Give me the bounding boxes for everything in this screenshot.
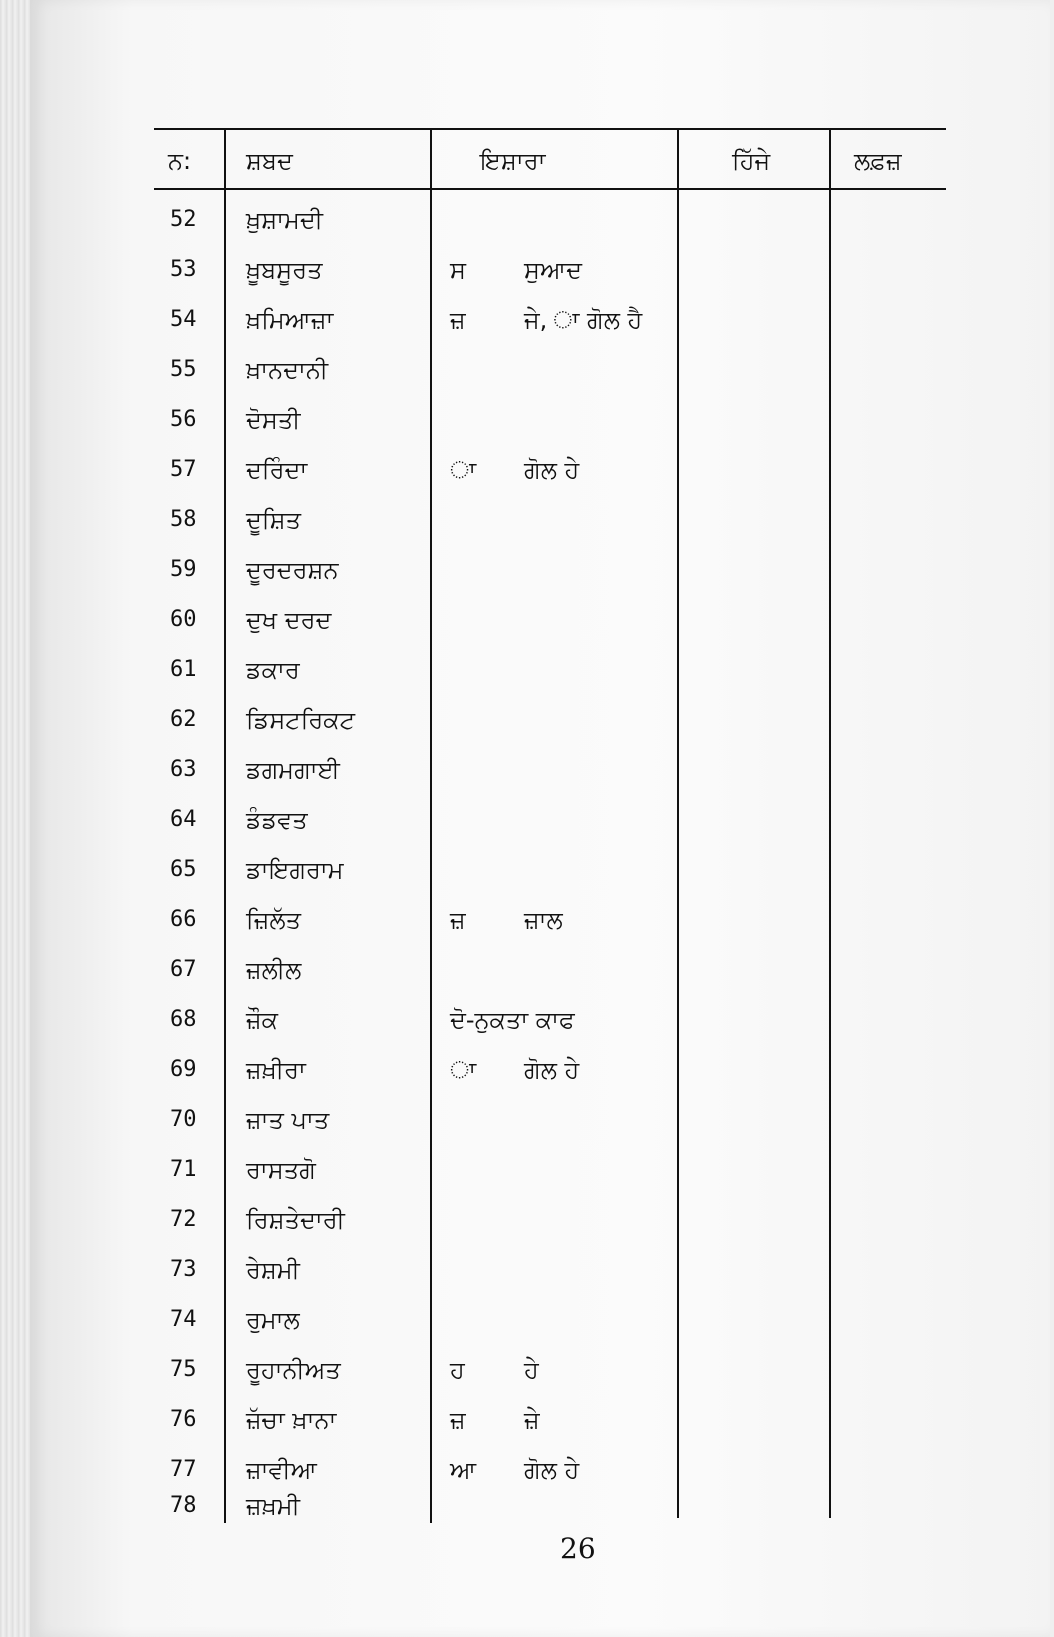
row-number: 59 xyxy=(170,557,197,582)
table-row xyxy=(154,604,946,654)
row-word: ਡਗਮਗਾਈ xyxy=(246,756,340,784)
row-number: 73 xyxy=(170,1257,197,1282)
row-sign-note: ਗੋਲ ਹੇ xyxy=(524,1056,580,1084)
row-number: 72 xyxy=(170,1207,197,1232)
row-sign-letter: ਸ xyxy=(450,256,466,284)
row-word: ਰੇਸ਼ਮੀ xyxy=(246,1256,300,1284)
table-row xyxy=(154,804,946,854)
table-row xyxy=(154,304,946,354)
table-row xyxy=(154,904,946,954)
header-lafz: ਲਫ਼ਜ਼ xyxy=(854,147,902,175)
row-word: ਰਿਸ਼ਤੇਦਾਰੀ xyxy=(246,1206,345,1234)
table-row xyxy=(154,1054,946,1104)
row-number: 70 xyxy=(170,1107,197,1132)
row-word: ਜ਼ਲੀਲ xyxy=(246,956,302,984)
row-word: ਦੂਰਦਰਸ਼ਨ xyxy=(246,556,339,584)
row-word: ਦੂਸ਼ਿਤ xyxy=(246,506,301,534)
table-row xyxy=(154,1204,946,1254)
row-word: ਜ਼ਾਵੀਆ xyxy=(246,1456,317,1484)
table-row xyxy=(154,1404,946,1454)
row-number: 56 xyxy=(170,407,197,432)
table-row xyxy=(154,854,946,904)
row-word: ਰੂਹਾਨੀਅਤ xyxy=(246,1356,341,1384)
table-row xyxy=(154,1254,946,1304)
table-row xyxy=(154,454,946,504)
table-row xyxy=(154,404,946,454)
vocabulary-table xyxy=(154,128,946,1523)
table-row xyxy=(154,1104,946,1154)
row-sign-note: ਸੁਆਦ xyxy=(524,256,582,284)
row-word: ਜ਼ਾਤ ਪਾਤ xyxy=(246,1106,330,1134)
row-word: ਜ਼ੌਕ xyxy=(246,1006,279,1034)
row-sign-letter: ਾ xyxy=(450,1056,477,1084)
row-sign-letter: ਾ xyxy=(450,456,477,484)
row-word: ਦੋਸਤੀ xyxy=(246,406,301,434)
row-number: 77 xyxy=(170,1457,197,1482)
row-number: 61 xyxy=(170,657,197,682)
row-sign-note: ਜੇ, ਾ ਗੋਲ ਹੈ xyxy=(524,306,643,334)
table-row xyxy=(154,1004,946,1054)
table-row xyxy=(154,954,946,1004)
row-word: ਦਰਿੰਦਾ xyxy=(246,456,308,484)
row-number: 78 xyxy=(170,1493,197,1518)
row-number: 76 xyxy=(170,1407,197,1432)
row-word: ਜ਼ਖ਼ੀਰਾ xyxy=(246,1056,306,1084)
table-row xyxy=(154,754,946,804)
row-word: ਖ਼ੁਸ਼ਾਮਦੀ xyxy=(246,206,324,234)
table-row xyxy=(154,1490,946,1540)
row-sign-letter: ਜ਼ xyxy=(450,306,466,334)
row-sign-note: ਗੋਲ ਹੇ xyxy=(524,456,580,484)
row-number: 74 xyxy=(170,1307,197,1332)
table-row xyxy=(154,1354,946,1404)
row-word: ਰੁਮਾਲ xyxy=(246,1306,300,1334)
row-sign-letter: ਆ xyxy=(450,1456,477,1484)
table-row xyxy=(154,354,946,404)
row-word: ਜ਼ੱਚਾ ਖ਼ਾਨਾ xyxy=(246,1406,337,1434)
row-number: 62 xyxy=(170,707,197,732)
row-number: 54 xyxy=(170,307,197,332)
row-number: 57 xyxy=(170,457,197,482)
row-word: ਖ਼ਮਿਆਜ਼ਾ xyxy=(246,306,334,334)
row-word: ਡਕਾਰ xyxy=(246,656,300,684)
header-sign: ਇਸ਼ਾਰਾ xyxy=(480,147,546,175)
row-number: 71 xyxy=(170,1157,197,1182)
row-sign-note: ਹੇ xyxy=(524,1356,539,1384)
row-number: 69 xyxy=(170,1057,197,1082)
page-number: 26 xyxy=(560,1532,596,1565)
row-sign-letter: ਹ xyxy=(450,1356,465,1384)
row-number: 55 xyxy=(170,357,197,382)
row-number: 68 xyxy=(170,1007,197,1032)
row-sign-note: ਜ਼ਾਲ xyxy=(524,906,563,934)
row-number: 64 xyxy=(170,807,197,832)
row-word: ਜ਼ਖ਼ਮੀ xyxy=(246,1492,300,1520)
table-row xyxy=(154,554,946,604)
table-row xyxy=(154,654,946,704)
table-row xyxy=(154,1304,946,1354)
table-row xyxy=(154,204,946,254)
row-number: 52 xyxy=(170,207,197,232)
row-word: ਰਾਸਤਗੋ xyxy=(246,1156,316,1184)
row-sign-note: ਜ਼ੇ xyxy=(524,1406,540,1434)
row-number: 63 xyxy=(170,757,197,782)
row-word: ਡਾਇਗਰਾਮ xyxy=(246,856,344,884)
table-top-rule xyxy=(154,128,946,130)
row-word: ਦੁਖ ਦਰਦ xyxy=(246,606,332,634)
header-number: ਨ: xyxy=(168,147,192,175)
row-word: ਖ਼ੂਬਸੂਰਤ xyxy=(246,256,323,284)
row-word: ਖ਼ਾਨਦਾਨੀ xyxy=(246,356,329,384)
row-sign-note: ਗੋਲ ਹੇ xyxy=(524,1456,580,1484)
table-header-rule xyxy=(154,188,946,190)
row-word: ਡੰਡਵਤ xyxy=(246,806,308,834)
row-number: 53 xyxy=(170,257,197,282)
row-number: 60 xyxy=(170,607,197,632)
row-number: 75 xyxy=(170,1357,197,1382)
row-sign-letter: ਜ਼ xyxy=(450,1406,466,1434)
header-word: ਸ਼ਬਦ xyxy=(246,147,293,175)
row-number: 65 xyxy=(170,857,197,882)
table-row xyxy=(154,254,946,304)
row-sign-letter: ਜ਼ xyxy=(450,906,466,934)
row-number: 58 xyxy=(170,507,197,532)
table-row xyxy=(154,504,946,554)
table-row xyxy=(154,1154,946,1204)
header-spelling: ਹਿੱਜੇ xyxy=(732,147,771,175)
row-sign-note: ਦੋ-ਨੁਕਤਾ ਕਾਫ xyxy=(450,1006,575,1034)
row-number: 67 xyxy=(170,957,197,982)
row-word: ਡਿਸਟਰਿਕਟ xyxy=(246,706,356,734)
row-number: 66 xyxy=(170,907,197,932)
table-row xyxy=(154,704,946,754)
row-word: ਜ਼ਿਲੱਤ xyxy=(246,906,301,934)
